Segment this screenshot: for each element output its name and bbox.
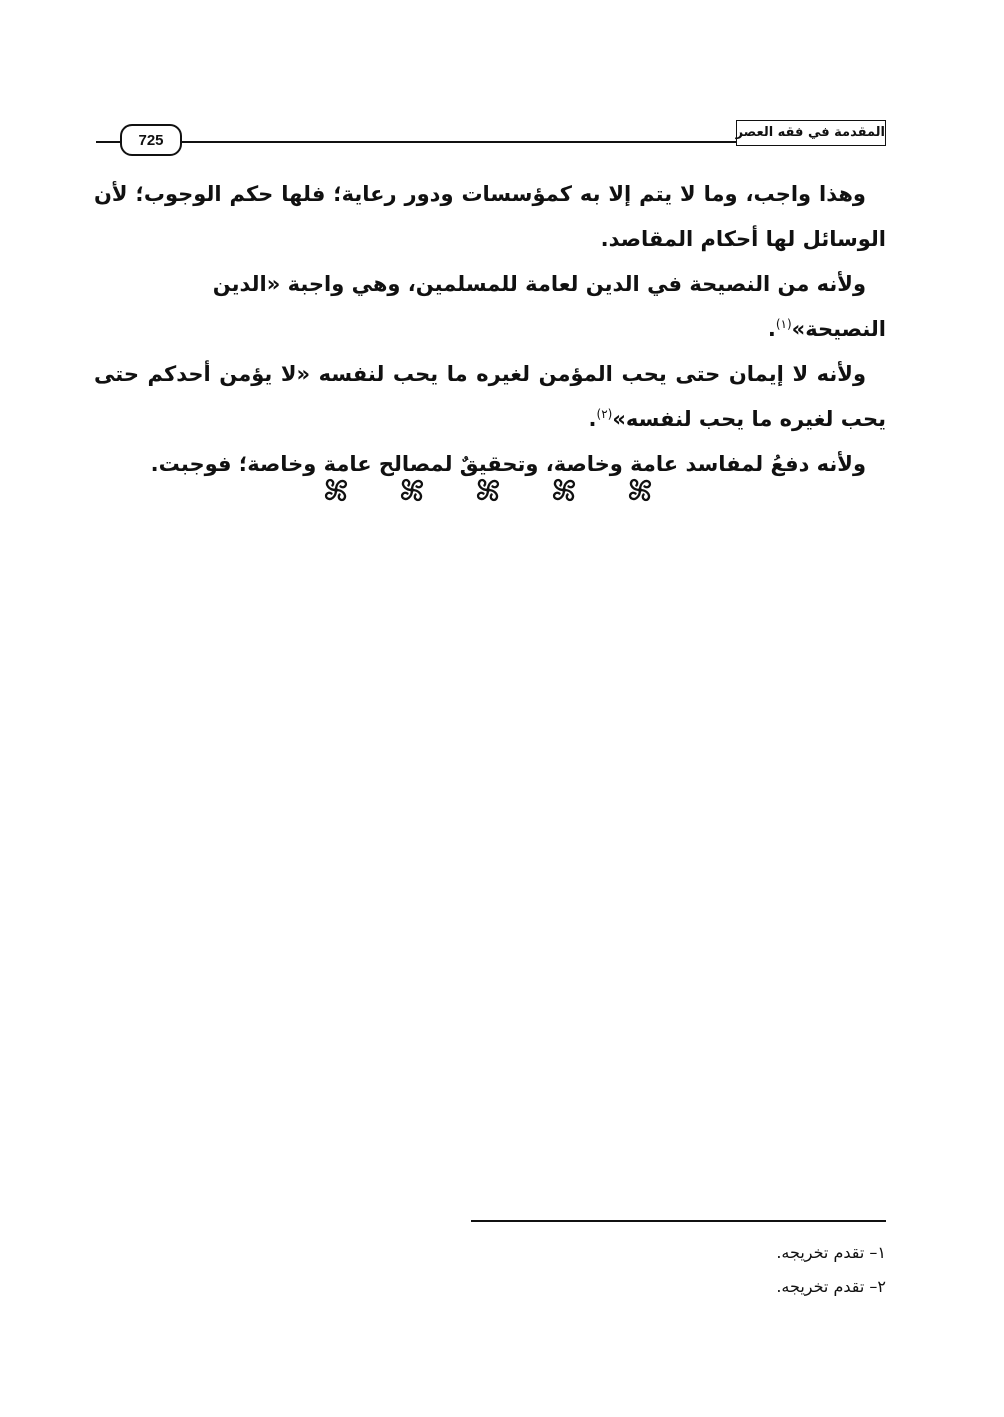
footnote-2: ٢– تقدم تخريجه. [776, 1277, 886, 1296]
paragraph-1: وهذا واجب، وما لا يتم إلا به كمؤسسات ودور رعاية؛ فلها حكم الوجوب؛ لأن الوسائل لها أحكام المقاصد. [94, 182, 886, 251]
footnote-rule [471, 1220, 886, 1222]
paragraph-4: ولأنه دفعُ لمفاسد عامة وخاصة، وتحقيقٌ لمصالح عامة وخاصة؛ فوجبت. [150, 452, 866, 476]
floral-ornament-icon [622, 472, 658, 508]
footnote-1: ١– تقدم تخريجه. [776, 1243, 886, 1262]
footnote-ref-2: (٢) [596, 407, 613, 421]
footnotes [486, 1236, 886, 1304]
paragraph-3-text: ولأنه لا إيمان حتى يحب المؤمن لغيره ما يحب لنفسه «لا يؤمن أحدكم حتى يحب لغيره ما يحب لنفسه» [94, 362, 886, 431]
paragraph-3 [94, 352, 886, 442]
running-title: المقدمة في فقه العصر [736, 120, 886, 146]
paragraph-2-end: . [767, 317, 776, 341]
floral-ornament-icon [470, 472, 506, 508]
paragraph-2-text: ولأنه من النصيحة في الدين لعامة للمسلمين، وهي واجبة «الدين النصيحة» [212, 272, 886, 341]
paragraph-2 [94, 262, 886, 352]
body-text [94, 172, 886, 487]
ornament-row [318, 470, 658, 510]
paragraph-3-end: . [588, 407, 597, 431]
floral-ornament-icon [394, 472, 430, 508]
floral-ornament-icon [318, 472, 354, 508]
page-number: 725 [120, 124, 182, 156]
floral-ornament-icon [546, 472, 582, 508]
footnote-ref-1: (١) [775, 317, 792, 331]
